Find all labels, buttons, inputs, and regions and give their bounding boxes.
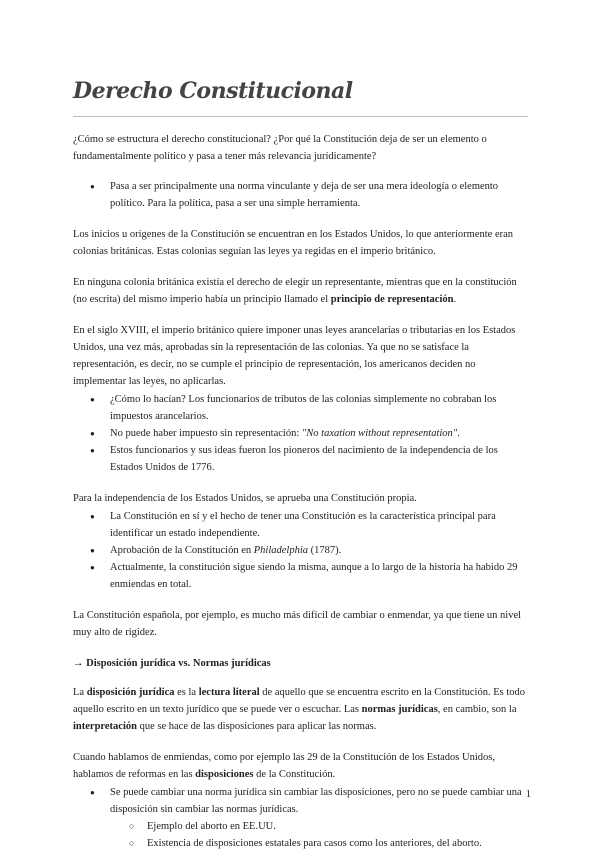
list-item: ● Pasa a ser principalmente una norma vinculante y deja de ser una mera ideología o elemento político. Para la política, pasa a ser una simple herramienta.: [73, 178, 528, 212]
list-item: ● No puede haber impuesto sin representación: "No taxation without representation".: [73, 425, 528, 442]
section-heading: → Disposición jurídica vs. Normas jurídicas: [73, 658, 271, 669]
paragraph-xviii: En el siglo XVIII, el imperio británico quiere imponer unas leyes arancelarias o tributarias en los Estados Unidos, una vez más, aprobadas sin la representación de las colonias. Ya que no se satisface la representación, es decir, no se cumple el principio de representación, los americanos deciden no implementar las leyes, no aplicarlas.: [73, 325, 516, 387]
sub-bullet-list: [110, 818, 528, 852]
paragraph-independence: Para la independencia de los Estados Unidos, se aprueba una Constitución propia.: [73, 493, 417, 504]
list-item: ● La Constitución en sí y el hecho de tener una Constitución es la característica principal para identificar un estado independiente.: [73, 508, 528, 542]
sub-list-item: ○ Existencia de disposiciones estatales para casos como los anteriores, del aborto.: [110, 835, 528, 852]
independence-bullet-list: [73, 508, 528, 593]
intro-bullet-list: [73, 178, 528, 212]
intro-question: ¿Cómo se estructura el derecho constitucional? ¿Por qué la Constitución deja de ser un elemento o fundamentalmente político y pasa a tener más relevancia jurídicamente?: [73, 134, 487, 162]
paragraph-colonia: En ninguna colonia británica existía el derecho de elegir un representante, mientras que en la constitución (no escrita) del mismo imperio había un principio llamado el principio de representación.: [73, 277, 517, 305]
list-item: ● Aprobación de la Constitución en Philadelphia (1787).: [73, 542, 528, 559]
xviii-bullet-list: [73, 391, 528, 476]
paragraph-disposicion: La disposición jurídica es la lectura literal de aquello que se encuentra escrito en la Constitución. Es todo aquello escrito en un texto jurídico que se puede ver o escuchar. Las normas jurídicas, en cambio, son la interpretación que se hace de las disposiciones para aplicar las normas.: [73, 687, 525, 732]
bold-term: principio de representación: [330, 294, 454, 305]
paragraph-spain: La Constitución española, por ejemplo, es mucho más difícil de cambiar o enmendar, ya que tiene un nivel muy alto de rigidez.: [73, 610, 522, 638]
page-title: Derecho Constitucional: [73, 78, 353, 104]
paragraph-origins: Los inicios u orígenes de la Constitución se encuentran en los Estados Unidos, lo que anteriormente eran colonias británicas. Estas colonias seguían las leyes ya regidas en el imperio británico.: [73, 229, 514, 257]
enmiendas-bullet-list: [73, 784, 528, 852]
italic-place: Philadelphia: [253, 545, 309, 556]
list-item: ● ¿Cómo lo hacían? Los funcionarios de tributos de las colonias simplemente no cobraban los impuestos arancelarios.: [73, 391, 528, 425]
page-number: 1: [525, 789, 531, 800]
document-body: [73, 72, 528, 866]
sub-list-item: ○ Ejemplo del aborto en EE.UU.: [110, 818, 528, 835]
list-item: ● Estos funcionarios y sus ideas fueron los pioneros del nacimiento de la independencia de los Estados Unidos de 1776.: [73, 442, 528, 476]
list-item: ● Se puede cambiar una norma jurídica sin cambiar las disposiciones, pero no se puede cambiar una disposición sin cambiar las normas jurídicas. ○ Ejemplo del aborto en EE.UU. ○ Existencia de disposiciones estatales para casos como los anteriores, del aborto.: [73, 784, 528, 852]
paragraph-enmiendas: Cuando hablamos de enmiendas, como por ejemplo las 29 de la Constitución de los Estados Unidos, hablamos de reformas en las disposiciones de la Constitución.: [73, 752, 495, 780]
title-divider: [73, 116, 528, 117]
list-item: ● Actualmente, la constitución sigue siendo la misma, aunque a lo largo de la historia ha habido 29 enmiendas en total.: [73, 559, 528, 593]
italic-quote: "No taxation without representation": [301, 428, 458, 439]
